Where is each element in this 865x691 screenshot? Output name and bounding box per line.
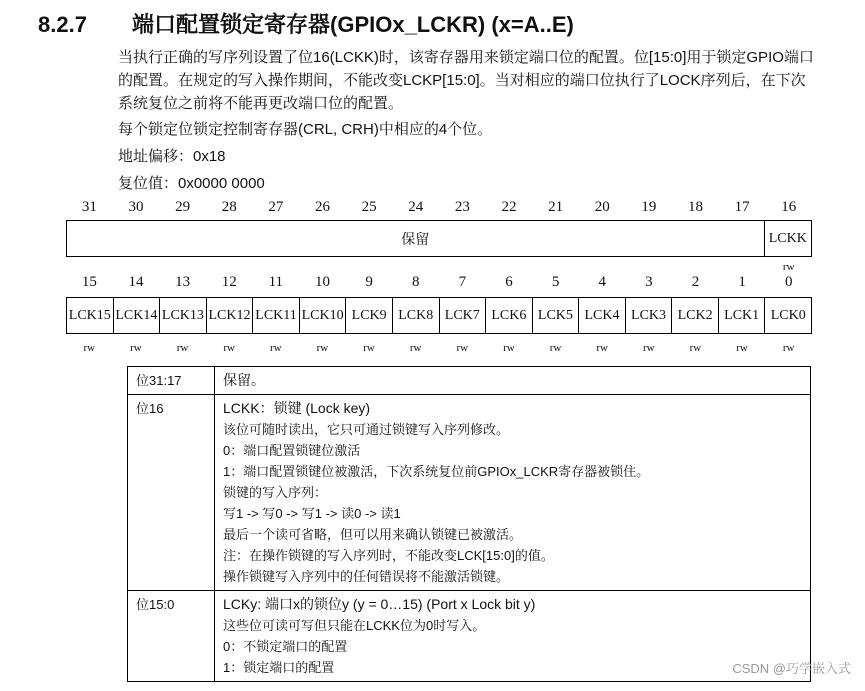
section-heading-text: 端口配置锁定寄存器(GPIOx_LCKR) (x=A..E) bbox=[132, 12, 574, 37]
bit-number: 0 bbox=[784, 274, 793, 290]
bit-number: 6 bbox=[505, 274, 513, 290]
bit-number: 10 bbox=[314, 274, 330, 290]
description-line: 0：不锁定端口的配置 bbox=[223, 639, 348, 654]
access-type: rw bbox=[736, 342, 748, 354]
access-type: rw bbox=[130, 342, 142, 354]
bit-number: 17 bbox=[734, 199, 750, 215]
bit-number: 24 bbox=[408, 199, 424, 215]
bit-number: 14 bbox=[128, 274, 144, 290]
lckk-access: rw bbox=[782, 261, 795, 273]
lck-field: LCK3 bbox=[625, 298, 672, 333]
table-row bbox=[128, 395, 811, 591]
csdn-watermark: CSDN @巧学嵌入式 bbox=[732, 661, 851, 676]
bit-numbers-high bbox=[66, 199, 812, 219]
lck-field: LCK14 bbox=[113, 298, 160, 333]
access-type: rw bbox=[83, 342, 96, 354]
access-type: rw bbox=[363, 342, 375, 354]
bit-description bbox=[215, 395, 811, 591]
bit-number: 7 bbox=[458, 274, 467, 290]
bit-description bbox=[215, 367, 811, 395]
register-row-low bbox=[66, 297, 812, 334]
access-type: rw bbox=[643, 342, 655, 354]
bit-number: 1 bbox=[738, 274, 746, 290]
bit-number: 11 bbox=[268, 274, 284, 290]
description-line: 该位可随时读出，它只可通过锁键写入序列修改。 bbox=[223, 422, 510, 437]
lck-field: LCK4 bbox=[578, 298, 625, 333]
description-line: 保留。 bbox=[223, 372, 265, 388]
description-line: LCKy: 端口x的锁位y (y = 0…15) (Port x Lock bit y) bbox=[223, 596, 536, 612]
bit-number: 3 bbox=[645, 274, 653, 290]
address-offset: 地址偏移：0x18 bbox=[118, 148, 226, 165]
bit-number: 21 bbox=[548, 199, 564, 215]
bit-number: 9 bbox=[365, 274, 373, 290]
bit-number: 16 bbox=[781, 199, 797, 215]
bit-number: 2 bbox=[691, 274, 700, 290]
access-type: rw bbox=[549, 342, 562, 354]
access-type: rw bbox=[596, 342, 608, 354]
intro-lock-note: 每个锁定位锁定控制寄存器(CRL, CRH)中相应的4个位。 bbox=[118, 121, 493, 138]
table-row bbox=[128, 591, 811, 682]
bit-description-table bbox=[127, 366, 811, 682]
lck-field: LCK7 bbox=[439, 298, 486, 333]
bit-description bbox=[215, 591, 811, 682]
bit-number: 25 bbox=[361, 199, 377, 215]
access-type: rw bbox=[689, 342, 702, 354]
lck-field: LCK9 bbox=[345, 298, 392, 333]
table-row bbox=[128, 367, 811, 395]
description-line: LCKK：锁键 (Lock key) bbox=[223, 400, 371, 416]
description-line: 锁键的写入序列： bbox=[223, 485, 328, 500]
description-line: 注：在操作锁键的写入序列时，不能改变LCK[15:0]的值。 bbox=[223, 548, 554, 563]
bit-number: 4 bbox=[598, 274, 606, 290]
bit-number: 5 bbox=[551, 274, 560, 290]
lck-field: LCK2 bbox=[671, 298, 718, 333]
access-type: rw bbox=[782, 342, 795, 354]
access-type: rw bbox=[503, 342, 515, 354]
access-row-high bbox=[66, 261, 812, 275]
lck-field: LCK13 bbox=[159, 298, 206, 333]
register-row-high bbox=[66, 220, 812, 257]
bit-range: 位16 bbox=[128, 395, 215, 591]
lck-field: LCK0 bbox=[764, 298, 811, 333]
lck-field: LCK10 bbox=[299, 298, 346, 333]
description-line: 操作锁键写入序列中的任何错误将不能激活锁键。 bbox=[223, 569, 510, 584]
bit-number: 27 bbox=[268, 199, 284, 215]
bit-number: 30 bbox=[128, 199, 144, 215]
bit-number: 23 bbox=[454, 199, 470, 215]
access-type: rw bbox=[176, 342, 189, 354]
bit-number: 13 bbox=[175, 274, 191, 290]
bit-range: 位15:0 bbox=[128, 591, 215, 682]
lck-field: LCK15 bbox=[68, 307, 111, 323]
lck-field: LCK11 bbox=[252, 298, 299, 333]
access-row-low bbox=[66, 342, 812, 356]
bit-number: 19 bbox=[641, 199, 657, 215]
bit-number: 22 bbox=[501, 199, 517, 215]
bit-number: 18 bbox=[687, 199, 703, 215]
access-type: rw bbox=[223, 342, 235, 354]
lck-field: LCK5 bbox=[532, 298, 579, 333]
description-line: 这些位可读可写但只能在LCKK位为0时写入。 bbox=[223, 618, 486, 633]
lck-field: LCK8 bbox=[392, 298, 439, 333]
lck-field: LCK6 bbox=[485, 298, 532, 333]
description-line: 1：端口配置锁键位被激活，下次系统复位前GPIOx_LCKR寄存器被锁住。 bbox=[223, 464, 650, 479]
bit-range: 位31:17 bbox=[128, 367, 215, 395]
section-number: 8.2.7 bbox=[38, 12, 87, 37]
bit-number: 8 bbox=[411, 274, 420, 290]
lckk-field: LCKK bbox=[764, 221, 811, 256]
bit-number: 28 bbox=[221, 199, 237, 215]
lck-field: LCK1 bbox=[718, 298, 765, 333]
bit-numbers-low bbox=[66, 274, 812, 294]
intro-paragraph: 当执行正确的写序列设置了位16(LCKK)时，该寄存器用来锁定端口位的配置。位[15:0]用于锁定GPIO端口的配置。在规定的写入操作期间，不能改变LCKP[15:0]。当对相应的端口位执行了LOCK序列后，在下次系统复位之前将不能再更改端口位的配置。 bbox=[118, 49, 814, 112]
section-title bbox=[38, 8, 574, 39]
access-type: rw bbox=[270, 342, 282, 354]
bit-number: 12 bbox=[221, 274, 237, 290]
bit-number: 26 bbox=[314, 199, 330, 215]
description-line: 1：锁定端口的配置 bbox=[223, 660, 335, 675]
description-line: 写1 -> 写0 -> 写1 -> 读0 -> 读1 bbox=[223, 506, 401, 521]
access-type: rw bbox=[456, 342, 469, 354]
reserved-field: 保留 bbox=[401, 231, 430, 248]
description-line: 0：端口配置锁键位激活 bbox=[223, 443, 361, 458]
access-type: rw bbox=[409, 342, 422, 354]
lck-field: LCK12 bbox=[206, 298, 253, 333]
reset-value: 复位值：0x0000 0000 bbox=[118, 175, 265, 192]
description-line: 最后一个读可省略，但可以用来确认锁键已被激活。 bbox=[223, 527, 523, 542]
bit-number: 15 bbox=[81, 274, 97, 290]
bit-number: 20 bbox=[594, 199, 610, 215]
bit-number: 29 bbox=[175, 199, 191, 215]
bit-number: 31 bbox=[81, 199, 97, 215]
access-type: rw bbox=[316, 342, 329, 354]
